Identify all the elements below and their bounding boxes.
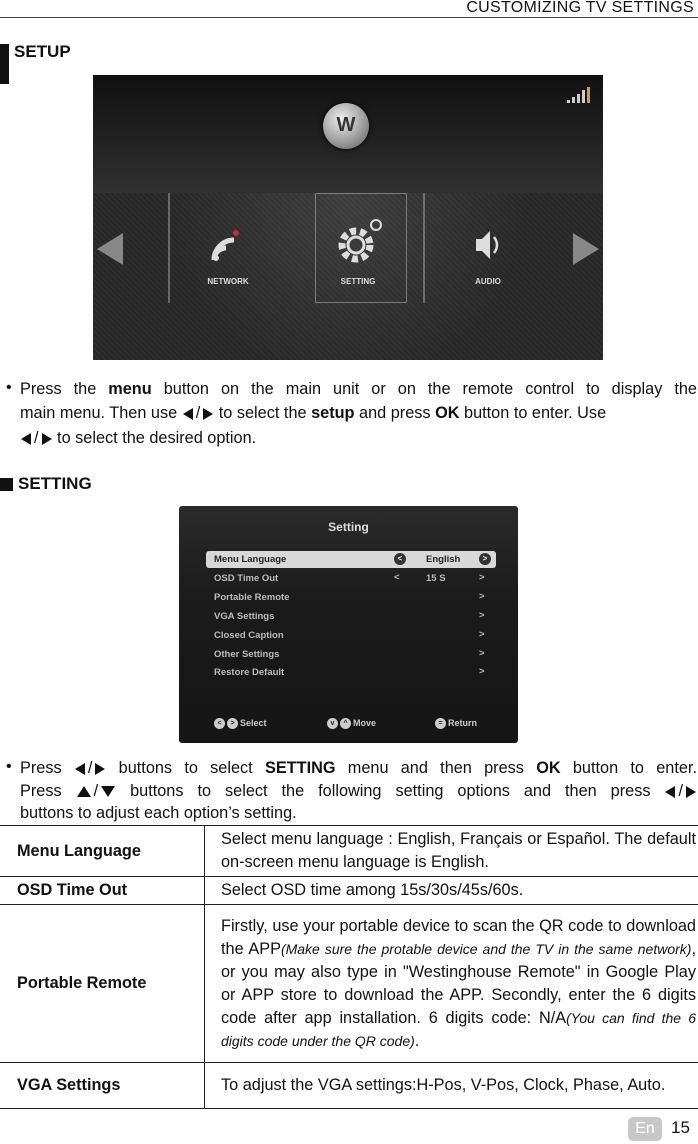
menu-row <box>206 664 496 681</box>
text: to select the <box>214 404 312 422</box>
setting-instruction <box>0 757 698 827</box>
setup-keyword: setup <box>311 404 355 422</box>
chevron-right-icon: > <box>479 572 485 583</box>
setup-instruction <box>0 378 698 453</box>
down-button-icon: v <box>327 718 338 729</box>
page-number: 15 <box>671 1118 690 1137</box>
setting-description <box>205 905 698 1063</box>
text: menu and then press <box>335 759 537 777</box>
network-icon <box>188 215 268 275</box>
instruction-line <box>20 378 697 402</box>
menu-row <box>206 627 496 644</box>
setting-name: OSD Time Out <box>0 877 205 905</box>
table-row <box>0 826 698 877</box>
menu-row-label: Portable Remote <box>214 592 290 603</box>
tile-label: SETTING <box>340 277 376 286</box>
footer-label: Select <box>240 718 267 728</box>
up-button-icon: ^ <box>340 718 351 729</box>
language-badge: En <box>628 1117 662 1141</box>
text: . <box>414 1031 420 1050</box>
speaker-icon <box>448 215 528 275</box>
note: (Make sure the protable device and the TV in the same network) <box>280 940 692 957</box>
instruction-line <box>20 802 297 826</box>
return-button-icon: = <box>435 718 446 729</box>
menu-row-label: Other Settings <box>214 649 280 660</box>
text: buttons to select <box>106 759 265 777</box>
ok-keyword: OK <box>435 404 460 422</box>
chevron-right-icon: > <box>479 648 485 659</box>
tile-network <box>188 215 268 295</box>
slash: / <box>678 782 683 800</box>
setting-description: Select OSD time among 15s/30s/45s/60s. <box>205 877 698 905</box>
right-button-icon: > <box>227 718 238 729</box>
tv-home-screen-image <box>93 75 603 360</box>
setting-section-title: SETTING <box>18 474 92 493</box>
up-arrow-icon <box>77 786 91 797</box>
right-arrow-icon <box>95 763 105 775</box>
right-arrow-icon <box>203 408 213 420</box>
tile-audio <box>448 215 528 295</box>
chevron-right-icon: > <box>479 666 485 677</box>
table-row <box>0 877 698 905</box>
right-arrow-icon <box>42 433 52 445</box>
text: buttons to adjust each option’s setting. <box>20 804 297 822</box>
menu-keyword: menu <box>108 380 152 398</box>
menu-row-value: 15 S <box>426 573 446 584</box>
menu-row <box>206 608 496 625</box>
section-marker <box>0 478 13 491</box>
instruction-line <box>20 402 606 426</box>
text: Press the <box>20 380 109 398</box>
down-arrow-icon <box>101 786 115 797</box>
menu-title: Setting <box>328 520 369 534</box>
menu-row-label: VGA Settings <box>214 611 275 622</box>
text: Press <box>20 782 76 800</box>
setting-name: Menu Language <box>0 826 205 877</box>
chevron-right-icon: > <box>479 553 491 565</box>
left-arrow-icon <box>21 433 31 445</box>
slash: / <box>87 759 93 777</box>
text: button on the main unit or on the remote control to display the <box>151 380 697 398</box>
menu-row-label: OSD Time Out <box>214 573 279 584</box>
brand-logo <box>323 103 369 149</box>
footer-return-hint <box>435 718 477 729</box>
arrow-left-icon <box>97 233 123 265</box>
note: (You can find the 6 digits code under the QR code) <box>221 1009 696 1049</box>
left-button-icon: < <box>214 718 225 729</box>
table-row <box>0 1063 698 1109</box>
menu-row <box>206 551 496 568</box>
tile-divider <box>423 193 425 303</box>
arrow-right-icon <box>573 233 599 265</box>
footer-label: Return <box>448 718 477 728</box>
slash: / <box>93 782 99 800</box>
text: Firstly, use your portable device to scan the QR code to download the APP <box>221 916 696 958</box>
settings-table <box>0 825 698 1109</box>
tile-label: AUDIO <box>475 277 501 286</box>
menu-row-value: English <box>426 554 461 565</box>
left-arrow-icon <box>665 786 675 798</box>
setup-section-title: SETUP <box>14 42 71 61</box>
menu-row-label: Menu Language <box>214 554 287 565</box>
chevron-left-icon: < <box>394 553 406 565</box>
menu-row <box>206 589 496 606</box>
table-row <box>0 905 698 1063</box>
instruction-line <box>20 780 697 804</box>
tile-setting <box>318 215 398 295</box>
footer-move-hint <box>327 718 376 729</box>
bullet: • <box>6 379 12 396</box>
slash: / <box>195 404 201 422</box>
brand-logo-letter: W <box>336 114 356 136</box>
text: , or you may also type in "Westinghouse Remote" in Google Play or APP store to download the APP. Secondly, enter the 6 digits code after app installation. 6 digits code: N/A <box>221 939 696 1027</box>
right-arrow-icon <box>686 786 696 798</box>
signal-icon <box>565 85 595 105</box>
setting-description: Select menu language : English, Français or Español. The default on-screen menu language is English. <box>205 826 698 877</box>
page-header-title: CUSTOMIZING TV SETTINGS <box>466 0 694 16</box>
setting-name: Portable Remote <box>0 905 205 1063</box>
text: button to enter. <box>560 759 697 777</box>
instruction-line <box>20 757 697 781</box>
text: main menu. Then use <box>20 404 182 422</box>
text: button to enter. Use <box>459 404 607 422</box>
tile-label: NETWORK <box>207 277 249 286</box>
menu-row <box>206 570 496 587</box>
left-arrow-icon <box>75 763 85 775</box>
ok-keyword: OK <box>536 759 561 777</box>
footer-label: Move <box>353 718 377 728</box>
menu-row <box>206 646 496 663</box>
text: and press <box>354 404 436 422</box>
footer-select-hint <box>214 718 267 729</box>
gear-icon <box>318 215 398 275</box>
text: buttons to select the following setting options and then press <box>116 782 665 800</box>
tile-divider <box>168 193 170 303</box>
section-marker <box>0 44 9 84</box>
left-arrow-icon <box>183 408 193 420</box>
chevron-left-icon: < <box>394 572 400 583</box>
chevron-right-icon: > <box>479 591 485 602</box>
chevron-right-icon: > <box>479 610 485 621</box>
text: Press <box>20 759 74 777</box>
setting-description: To adjust the VGA settings:H-Pos, V-Pos, Clock, Phase, Auto. <box>205 1063 698 1109</box>
header-rule <box>0 17 698 18</box>
setting-name: VGA Settings <box>0 1063 205 1109</box>
slash: / <box>34 429 39 447</box>
setting-keyword: SETTING <box>264 759 336 777</box>
instruction-line <box>20 427 256 451</box>
setting-menu-image <box>179 506 518 743</box>
bullet: • <box>6 758 12 775</box>
menu-row-label: Closed Caption <box>214 630 284 641</box>
text: to select the desired option. <box>52 429 257 447</box>
chevron-right-icon: > <box>479 629 485 640</box>
menu-row-label: Restore Default <box>214 667 285 678</box>
